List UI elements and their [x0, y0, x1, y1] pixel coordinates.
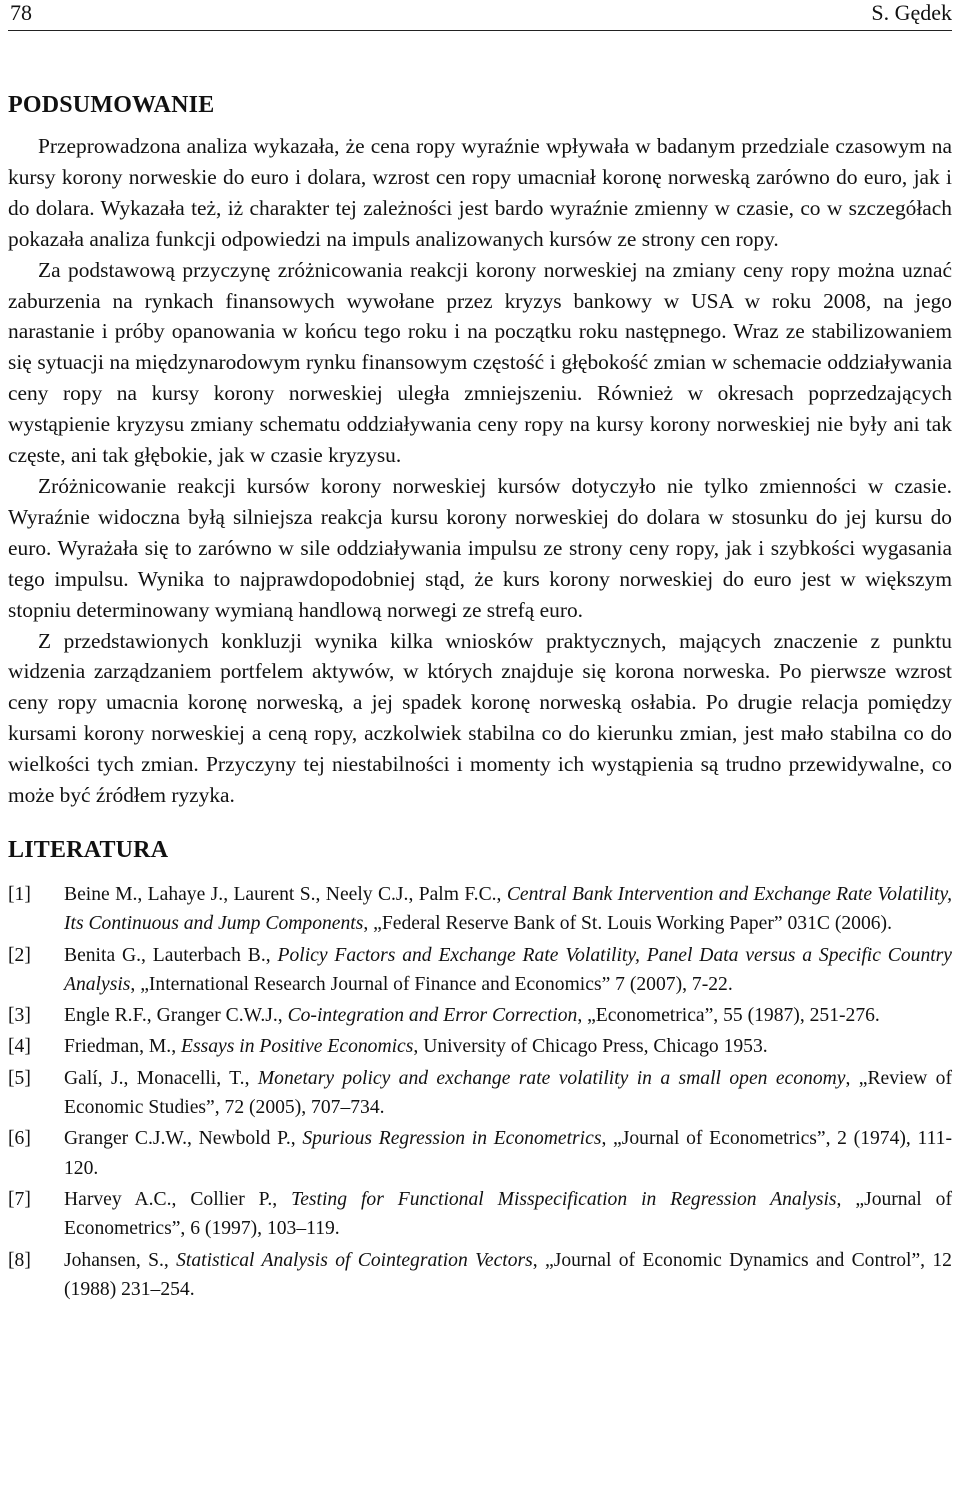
literature-heading: LITERATURA [8, 836, 169, 863]
reference-authors: Harvey A.C., Collier P., [64, 1188, 292, 1210]
summary-paragraph-1: Przeprowadzona analiza wykazała, że cena ropy wyraźnie wpływała w badanym przedziale czasowym na kursy korony norweskie do euro i dolara, wzrost cen ropy umacniał koronę norweską zarówno do euro, jak i do dolara. Wykazała też, iż charakter tej zależności jest bardo wyraźnie zmienny w czasie, co w szczegółach pokazała analiza funkcji odpowiedzi na impuls analizowanych kursów ze strony cen ropy. [8, 134, 952, 251]
summary-paragraph-3: Zróżnicowanie reakcji kursów korony norweskiej kursów dotyczyło nie tylko zmienności w czasie. Wyraźnie widoczna byłą silniejsza reakcja kursu korony norweskiej do dolara w stosunku do jej kursu do euro. Wyrażała się to zarówno w sile oddziaływania impulsu ze strony ceny ropy, jak i szybkości wygasania tego impulsu. Wynika to najprawdopodobniej stąd, że kurs korony norweskiej do euro jest w większym stopniu determinowany wymianą handlową norwegi ze strefą euro. [8, 473, 952, 622]
summary-paragraph-2: Za podstawową przyczynę zróżnicowania reakcji korony norweskiej na zmiany ceny ropy można uznać zaburzenia na rynkach finansowych wywołane przez kryzys bankowy w USA w roku 2008, na jego narastanie i próby opanowania w końcu tego roku i na początku roku następnego. Wraz ze stabilizowaniem się sytuacji na międzynarodowym rynku finansowym częstość i głębokość zmian w schemacie oddziaływania ceny ropy na kursy korony norweskiej uległa zmniejszeniu. Również w okresach poprzedzających wystąpienie kryzysu zmiany schematu oddziaływania ceny ropy na kursy korony norweskiej nie były ani tak częste, ani tak głębokie, jak w czasie kryzysu. [8, 257, 952, 468]
reference-source: , „Econometrica”, 55 (1987), 251-276. [577, 1005, 880, 1027]
reference-number: [1] [8, 883, 31, 905]
reference-authors: Benita G., Lauterbach B., [64, 944, 278, 966]
reference-item [8, 1032, 952, 1061]
page-content [8, 92, 952, 1306]
reference-item [8, 1185, 952, 1244]
reference-source: , University of Chicago Press, Chicago 1953. [413, 1036, 768, 1058]
reference-item [8, 1064, 952, 1123]
reference-title: Central Bank Intervention and Exchange Rate Volatility, Its Continuous and Jump Components [64, 883, 952, 935]
reference-number: [2] [8, 944, 31, 966]
reference-item [8, 1246, 952, 1305]
reference-number: [8] [8, 1249, 31, 1271]
running-head-author: S. Gędek [871, 0, 952, 25]
running-head [8, 0, 952, 31]
reference-source: , „Federal Reserve Bank of St. Louis Working Paper” 031C (2006). [363, 913, 892, 935]
reference-item [8, 941, 952, 1000]
reference-number: [6] [8, 1128, 31, 1150]
reference-number: [4] [8, 1036, 31, 1058]
reference-source: , „Review of Economic Studies”, 72 (2005), 707–734. [64, 1067, 952, 1119]
reference-authors: Friedman, M., [64, 1036, 182, 1058]
reference-title: Spurious Regression in Econometrics [302, 1128, 602, 1150]
reference-item [8, 1124, 952, 1183]
reference-list [8, 880, 952, 1304]
reference-authors: Beine M., Lahaye J., Laurent S., Neely C.J., Palm F.C., [64, 883, 507, 905]
reference-authors: Johansen, S., [64, 1249, 177, 1271]
reference-number: [5] [8, 1067, 31, 1089]
summary-paragraph-4: Z przedstawionych konkluzji wynika kilka wniosków praktycznych, mających znaczenie z punktu widzenia zarządzaniem portfelem aktywów, w których znajduje się korona norweska. Po pierwsze wzrost ceny ropy umacnia koronę norweską, a jej spadek koronę norweską osłabia. Po drugie relacja pomiędzy kursami korony norweskiej a ceną ropy, aczkolwiek stabilna co do kierunku zmian, jest mało stabilna co do wielkości tych zmian. Przyczyny tej niestabilności i momenty ich wystąpienia są trudno przewidywalne, co może być źródłem ryzyka. [8, 628, 952, 808]
reference-title: Co-integration and Error Correction [287, 1005, 578, 1027]
reference-title: Monetary policy and exchange rate volatility in a small open economy [257, 1067, 846, 1089]
reference-source: , „International Research Journal of Finance and Economics” 7 (2007), 7-22. [130, 973, 733, 995]
summary-heading: PODSUMOWANIE [8, 92, 215, 118]
reference-item [8, 1001, 952, 1030]
reference-title: Policy Factors and Exchange Rate Volatility, Panel Data versus a Specific Country Analysis [64, 944, 953, 995]
reference-authors: Granger C.J.W., Newbold P., [64, 1128, 303, 1150]
reference-title: Statistical Analysis of Cointegration Vectors [176, 1249, 533, 1271]
reference-number: [3] [8, 1005, 31, 1027]
reference-title: Testing for Functional Misspecification in Regression Analysis [291, 1188, 837, 1210]
reference-number: [7] [8, 1188, 31, 1210]
reference-source: , „Journal of Econometrics”, 6 (1997), 103–119. [64, 1188, 952, 1240]
reference-title: Essays in Positive Economics [181, 1036, 414, 1058]
reference-item [8, 880, 952, 939]
reference-authors: Engle R.F., Granger C.W.J., [64, 1005, 288, 1027]
reference-source: , „Journal of Econometrics”, 2 (1974), 111-120. [64, 1128, 952, 1179]
reference-authors: Galí, J., Monacelli, T., [64, 1067, 258, 1089]
page-number: 78 [10, 0, 32, 25]
reference-source: , „Journal of Economic Dynamics and Control”, 12 (1988) 231–254. [64, 1249, 952, 1300]
